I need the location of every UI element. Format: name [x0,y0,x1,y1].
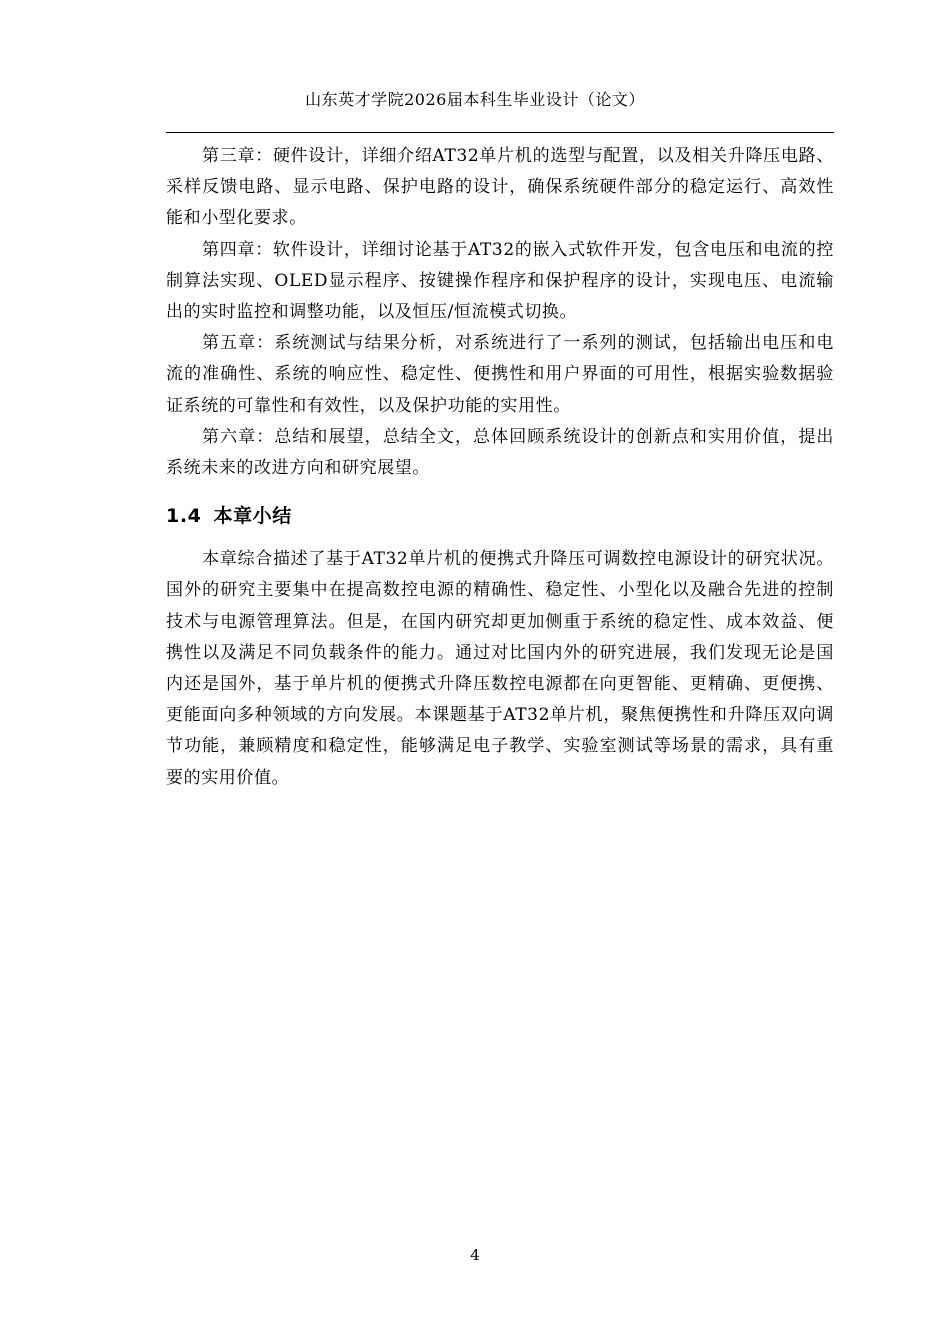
paragraph-chapter-5: 第五章：系统测试与结果分析，对系统进行了一系列的测试，包括输出电压和电流的准确性、系统的响应性、稳定性、便携性和用户界面的可用性，根据实验数据验证系统的可靠性和有效性，以及保护功能的实用性。 [166,333,834,416]
paragraph-chapter-6: 第六章：总结和展望，总结全文，总体回顾系统设计的创新点和实用价值，提出系统未来的改进方向和研究展望。 [166,426,834,479]
page-header-title: 山东英才学院2026届本科生毕业设计（论文） [305,90,645,109]
page-number: 4 [470,1246,480,1264]
paragraph-chapter-4: 第四章：软件设计，详细讨论基于AT32的嵌入式软件开发，包含电压和电流的控制算法实现、OLED显示程序、按键操作程序和保护程序的设计，实现电压、电流输出的实时监控和调整功能，以及恒压/恒流模式切换。 [166,239,834,323]
header-divider [166,132,834,133]
section-number: 1.4 [166,505,202,528]
section-heading [166,502,834,530]
paragraph-chapter-3: 第三章：硬件设计，详细介绍AT32单片机的选型与配置，以及相关升降压电路、采样反馈电路、显示电路、保护电路的设计，确保系统硬件部分的稳定运行、高效性能和小型化要求。 [166,146,834,229]
paragraph-chapter-summary: 本章综合描述了基于AT32单片机的便携式升降压可调数控电源设计的研究状况。国外的研究主要集中在提高数控电源的精确性、稳定性、小型化以及融合先进的控制技术与电源管理算法。但是，在国内研究却更加侧重于系统的稳定性、成本效益、便携性以及满足不同负载条件的能力。通过对比国内外的研究进展，我们发现无论是国内还是国外，基于单片机的便携式升降压数控电源都在向更智能、更精确、更便携、更能面向多种领域的方向发展。本课题基于AT32单片机，聚焦便携性和升降压双向调节功能，兼顾精度和稳定性，能够满足电子教学、实验室测试等场景的需求，具有重要的实用价值。 [166,549,834,788]
section-title: 本章小结 [213,505,292,528]
page-body [166,141,834,794]
